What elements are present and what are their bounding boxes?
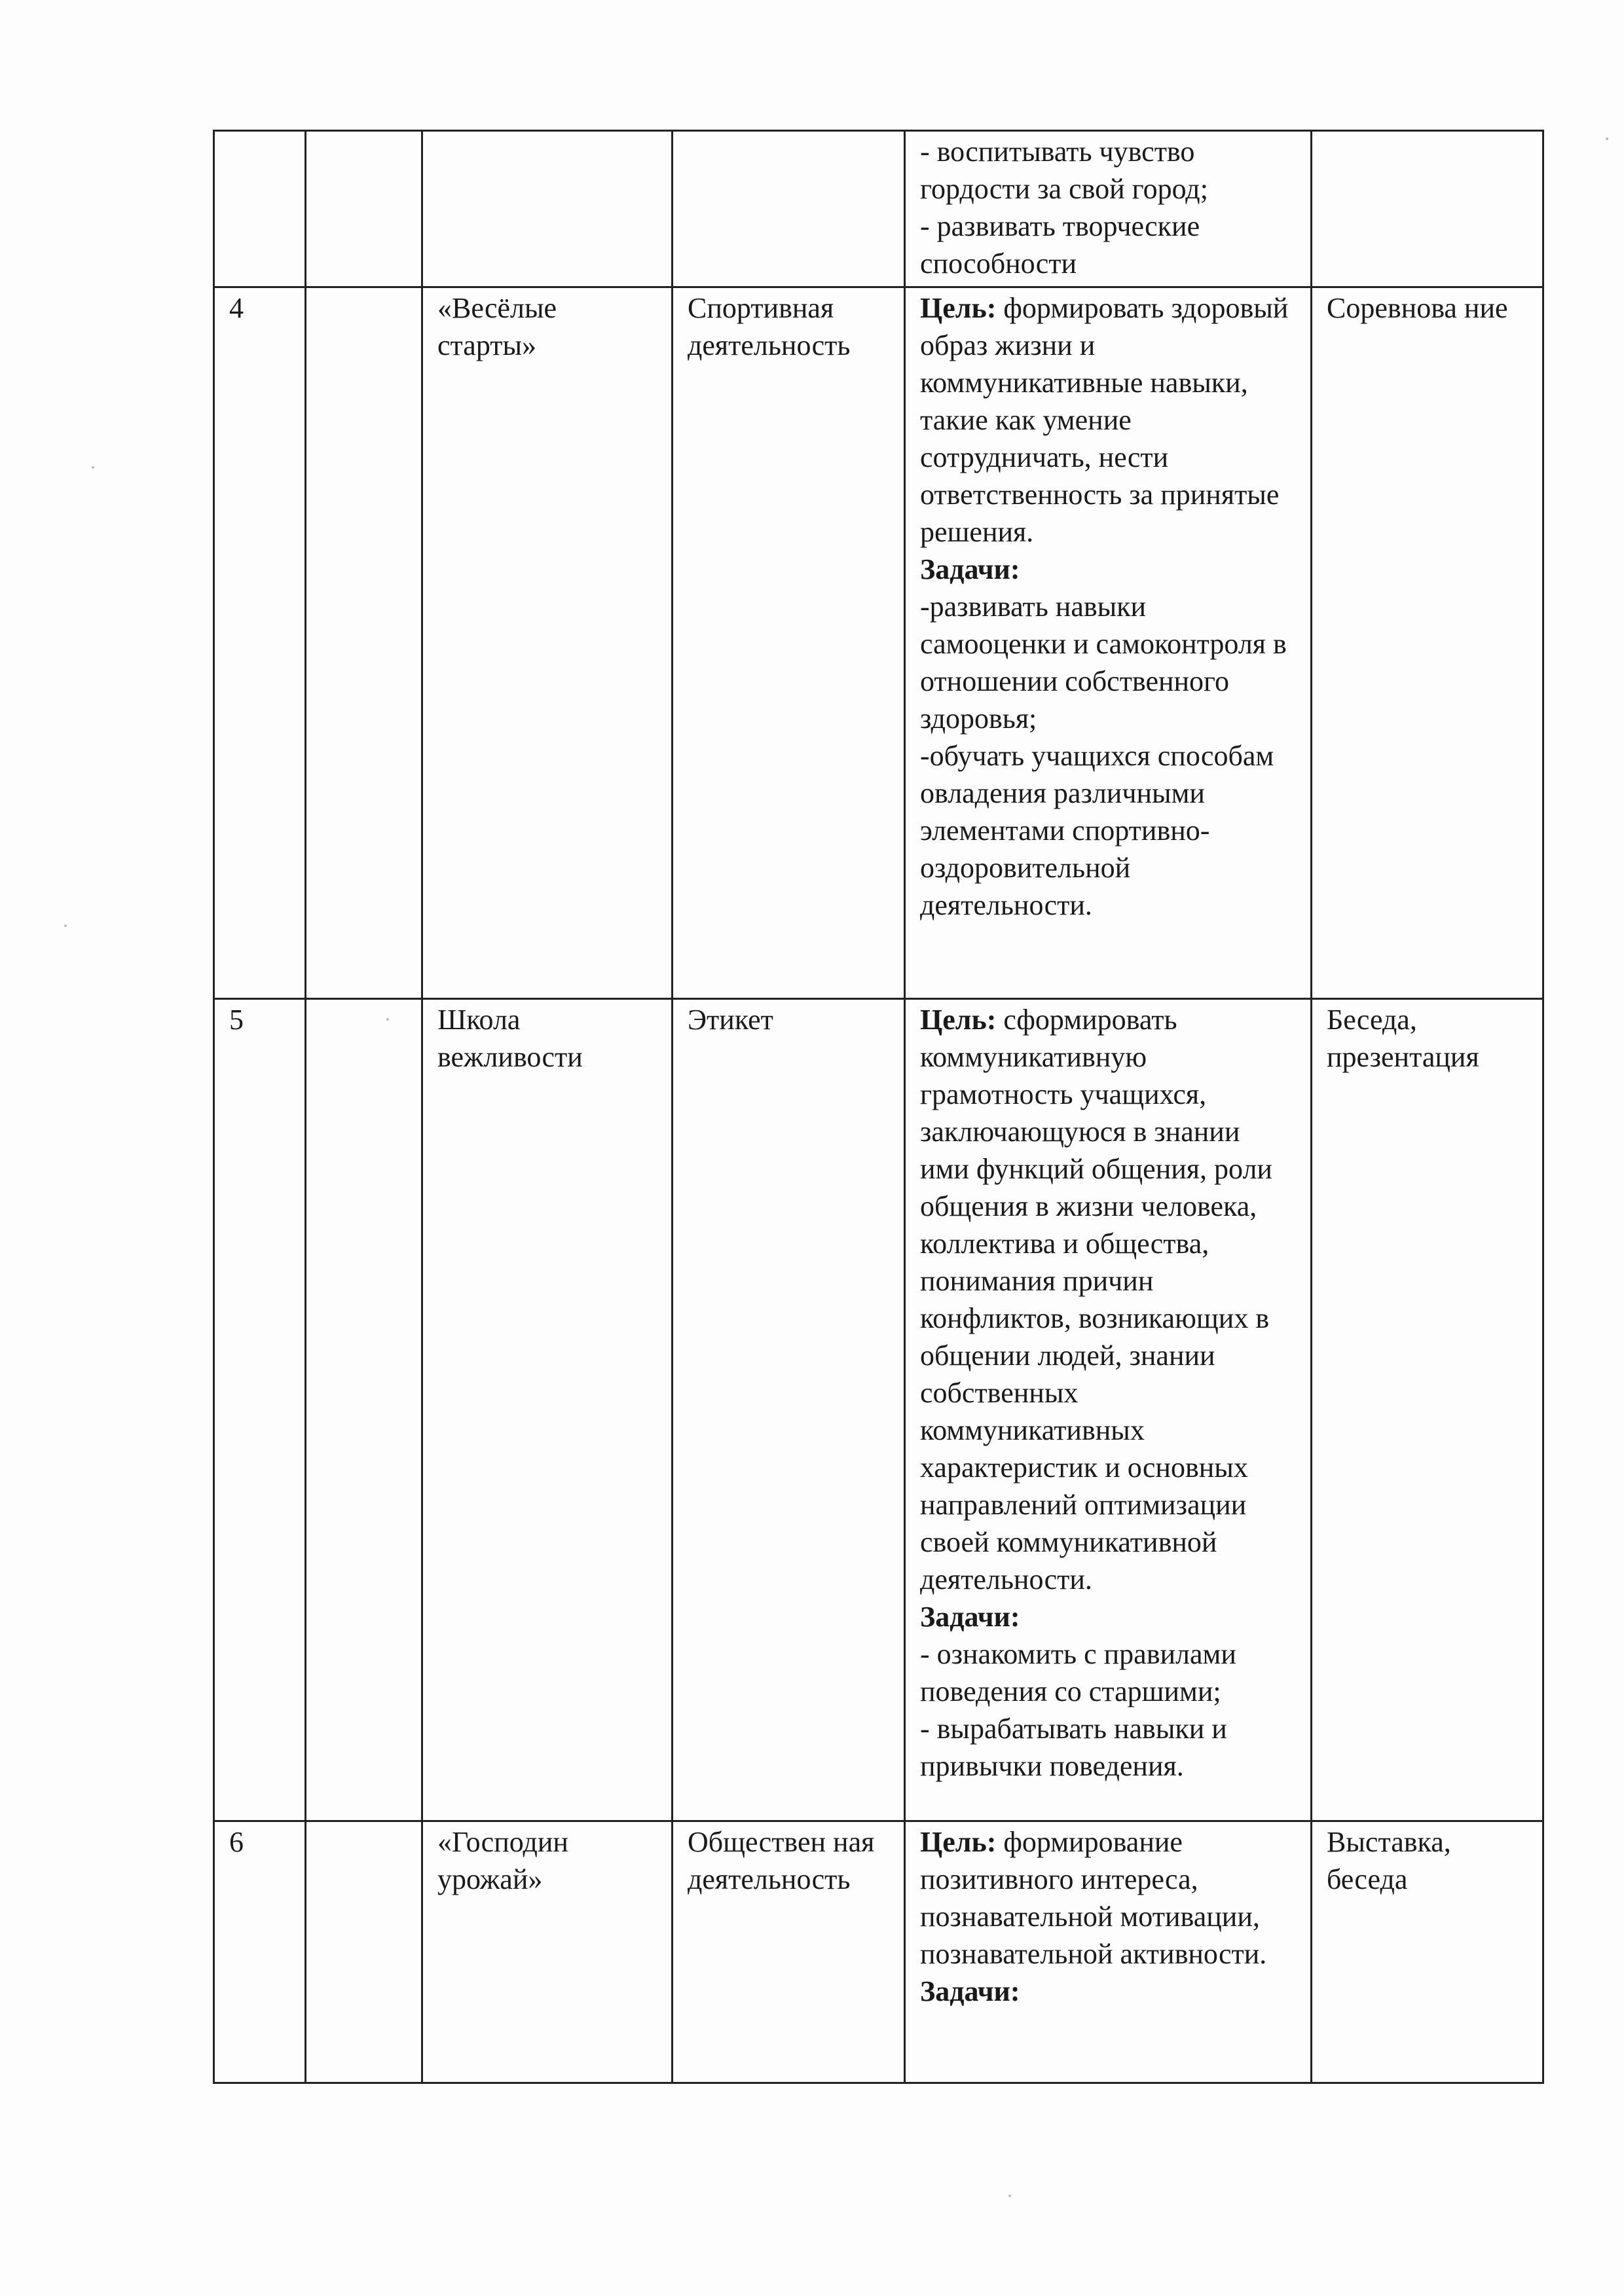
cell-goals-tasks [905,999,1312,1821]
cell-form: Соревнова ние [1312,287,1543,999]
cell-goals-tasks [905,287,1312,999]
goal-text: формирование позитивного интереса, познавательной мотивации, познавательной активности. [920,1826,1267,1970]
cell-date [306,1821,422,2083]
goal-text: сформировать коммуникативную грамотность учащихся, заключающуюся в знании ими функций общения, роли общения в жизни человека, коллектива и общества, понимания причин конфликтов, возникающих в общении людей, знании собственных коммуникативных характеристик и основных направлений оптимизации своей коммуникативной деятельности. [920,1004,1272,1595]
cell-activity-type: Этикет [673,999,905,1821]
tasks-label: Задачи: [920,1601,1020,1633]
tasks-label: Задачи: [920,1975,1020,2007]
task-item: - развивать творческие способности [920,210,1200,280]
cell-goals-tasks [905,131,1312,287]
cell-number: 4 [214,287,306,999]
cell-goals-tasks [905,1821,1312,2083]
goal-label: Цель: [920,1004,997,1036]
cell-date [306,131,422,287]
scan-speck [1008,2195,1011,2197]
cell-form: Выставка, беседа [1312,1821,1543,2083]
cell-activity-type: Спортивная деятельность [673,287,905,999]
scan-speck [64,924,67,927]
activity-plan-table [213,130,1544,2084]
cell-activity-type: Обществен ная деятельность [673,1821,905,2083]
scan-speck [1606,137,1608,140]
scan-speck [92,466,94,469]
cell-form: Беседа, презентация [1312,999,1543,1821]
cell-number: 6 [214,1821,306,2083]
scan-speck [386,1018,389,1021]
task-item: -развивать навыки самооценки и самоконтроля в отношении собственного здоровья; [920,591,1287,735]
table-row [214,131,1543,287]
task-item: -обучать учащихся способам овладения различными элементами спортивно-оздоровительной деятельности. [920,740,1274,921]
goal-paragraph [920,289,1296,551]
cell-event-title: «Весёлые старты» [422,287,673,999]
cell-activity-type [673,131,905,287]
cell-event-title [422,131,673,287]
cell-event-title: Школа вежливости [422,999,673,1821]
task-item: - воспитывать чувство гордости за свой город; [920,136,1208,205]
cell-number: 5 [214,999,306,1821]
table-row [214,999,1543,1821]
goal-label: Цель: [920,1826,997,1858]
cell-number [214,131,306,287]
goal-text: формировать здоровый образ жизни и коммуникативные навыки, такие как умение сотрудничать, нести ответственность за принятые решения. [920,292,1289,548]
goal-label: Цель: [920,292,997,324]
cell-form [1312,131,1543,287]
cell-date [306,287,422,999]
tasks-label: Задачи: [920,553,1020,585]
cell-event-title: «Господин урожай» [422,1821,673,2083]
cell-date [306,999,422,1821]
goal-paragraph [920,1823,1296,1973]
table-row [214,287,1543,999]
task-item: - ознакомить с правилами поведения со старшими; [920,1638,1236,1707]
table-row [214,1821,1543,2083]
goal-paragraph [920,1001,1296,1598]
task-item: - вырабатывать навыки и привычки поведения. [920,1713,1227,1782]
